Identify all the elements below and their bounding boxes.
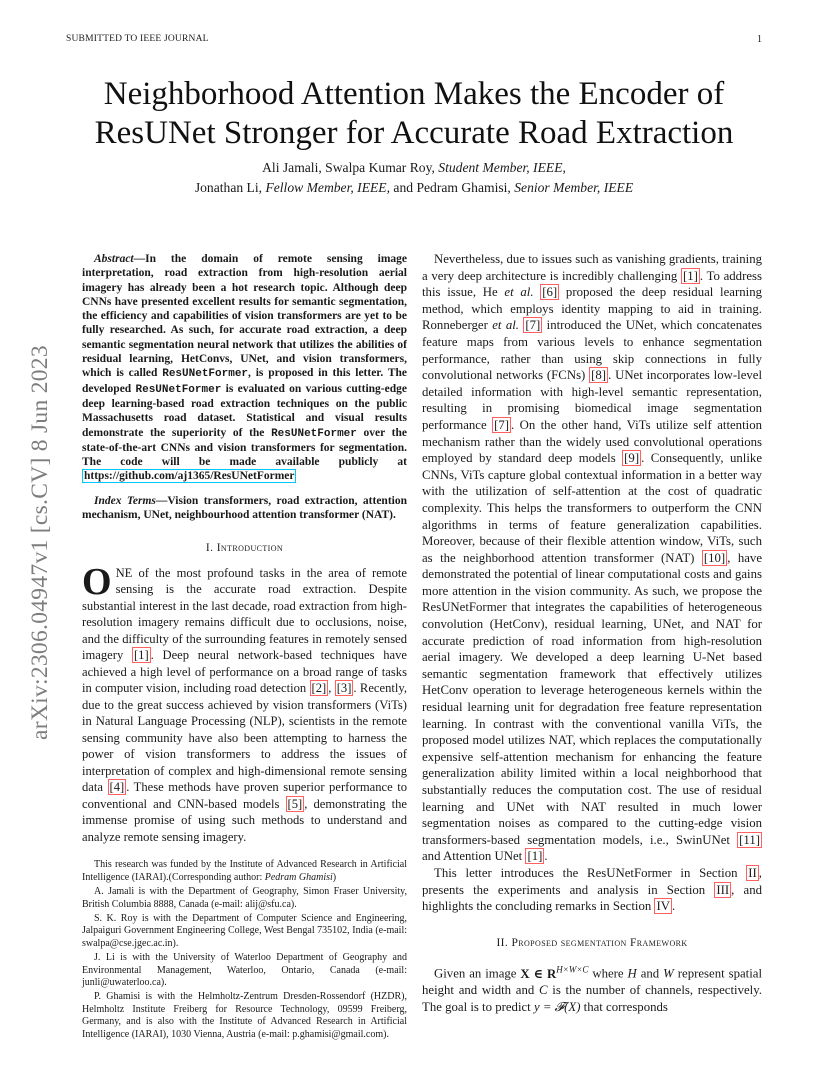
footnote-text: ) bbox=[332, 871, 337, 883]
author-line-1 bbox=[60, 158, 768, 178]
drop-cap: O bbox=[82, 560, 112, 603]
body-text: Given an image bbox=[434, 966, 521, 981]
author-line-2 bbox=[60, 178, 768, 198]
intro-text: NE of the most profound tasks in the area of remote sensing is the accurate road extraction. Despite substantial interest in the last decade, road extraction from high-resolution imagery remains difficult due to occlusions, noise, and the difficulty of the surrounding features in remotely sensed imagery bbox=[82, 565, 407, 663]
paper-title: Neighborhood Attention Makes the Encoder of ResUNet Stronger for Accurate Road Extraction bbox=[94, 76, 734, 151]
citation-link[interactable]: [1] bbox=[133, 648, 149, 663]
body-text: where bbox=[588, 966, 628, 981]
author-block bbox=[60, 158, 768, 198]
body-text: and bbox=[636, 966, 664, 981]
citation-link[interactable]: [7] bbox=[525, 318, 541, 333]
citation-link[interactable]: [2] bbox=[311, 681, 327, 696]
running-head: SUBMITTED TO IEEE JOURNAL bbox=[66, 34, 209, 44]
footnote-author: Pedram Ghamisi bbox=[264, 871, 333, 883]
section-heading-introduction bbox=[82, 540, 407, 557]
citation-link[interactable]: [6] bbox=[542, 285, 558, 300]
author-names: Ali Jamali, Swalpa Kumar Roy, bbox=[262, 160, 439, 175]
left-column bbox=[82, 252, 407, 1043]
math-expression bbox=[520, 964, 589, 981]
footnote-affiliation: S. K. Roy is with the Department of Computer Science and Engineering, Jalpaiguri Government Engineering College, West Bengal 735102, India (e-mail: swalpa@cse.jgec.ac.in). bbox=[82, 912, 407, 949]
body-text: . To address this issue, He bbox=[422, 268, 762, 300]
page-number: 1 bbox=[757, 34, 762, 45]
intro-text: , demonstrating the immense promise of using such methods to understand and analyze remote sensing imagery. bbox=[82, 796, 407, 844]
footnote-affiliation: A. Jamali is with the Department of Geography, Simon Fraser University, British Columbia 8888, Canada (e-mail: alij@sfu.ca). bbox=[82, 886, 407, 910]
author-role: Senior Member, IEEE bbox=[514, 180, 634, 195]
code-model-name: ResUNetFormer bbox=[162, 368, 249, 381]
body-text: represent spatial height and width and bbox=[422, 966, 762, 998]
footnote-affiliation: J. Li is with the University of Waterloo Department of Geography and Environmental Management, Waterloo, Ontario, Canada (e-mail: junli@uwaterloo.ca). bbox=[82, 952, 407, 988]
intro-text: . Deep neural network-based techniques have achieved a high level of performance on a broad range of tasks in computer vision, including road detection bbox=[82, 648, 407, 696]
body-text: , and highlights the concluding remarks in Section bbox=[422, 882, 762, 914]
citation-link[interactable]: [10] bbox=[703, 550, 726, 565]
section-ref-link[interactable]: IV bbox=[656, 899, 670, 914]
citation-link[interactable]: [8] bbox=[591, 368, 607, 383]
section-title: Introduction bbox=[216, 542, 284, 555]
section-number: I. bbox=[205, 542, 217, 555]
index-terms-label: Index Terms bbox=[94, 494, 156, 507]
citation-link[interactable]: [11] bbox=[739, 832, 760, 847]
citation-link[interactable]: [4] bbox=[109, 780, 125, 795]
citation-link[interactable]: [7] bbox=[494, 417, 509, 432]
code-model-name: ResUNetFormer bbox=[271, 427, 357, 440]
index-terms bbox=[82, 494, 407, 523]
body-text: is the number of channels, respectively. The goal is to predict bbox=[422, 983, 762, 1014]
math-symbol: X ∈ R bbox=[520, 966, 557, 981]
body-text: Nevertheless, due to issues such as vanishing gradients, training a very deep architecture is incredibly challenging bbox=[422, 252, 762, 283]
body-text: This letter introduces the ResUNetFormer in Section bbox=[434, 865, 747, 880]
citation-link[interactable]: [1] bbox=[682, 268, 698, 283]
intro-text: , bbox=[328, 681, 335, 696]
abstract-text: , is proposed in this letter. The developed bbox=[82, 367, 407, 395]
intro-text: . Recently, due to the great success achieved by vision transformers (ViTs) in Natural Language Processing (NLP), scientists in the remote sensing community have also been attempting to harness the power of vision transformers to address the issues of interpretation of complex and high-dimensional remote sensing data bbox=[82, 681, 408, 795]
section-ref-link[interactable]: II bbox=[748, 865, 757, 880]
body-text: and Attention UNet bbox=[422, 849, 526, 864]
section-heading-framework bbox=[422, 935, 762, 952]
footnote-text: This research was funded by the Institute of Advanced Research in Artificial Intelligence (IARAI).(Corresponding author: bbox=[82, 859, 407, 883]
footnote-affiliation: P. Ghamisi is with the Helmholtz-Zentrum Dresden-Rossendorf (HZDR), Helmholtz Institute Freiberg for Resource Technology, 09599 Freiberg, Germany, and is also with the Institute of Advanced Research in Artificial Intelligence (IARAI), 1030 Vienna, Austria (e-mail: p.ghamisi@gmail.com). bbox=[82, 991, 407, 1040]
abstract bbox=[82, 252, 407, 484]
author-role: Fellow Member, IEEE, bbox=[265, 180, 391, 195]
github-link[interactable]: https://github.com/aj1365/ResUNetFormer bbox=[84, 470, 295, 483]
math-symbol: H bbox=[627, 966, 637, 981]
code-model-name: ResUNetFormer bbox=[135, 383, 222, 396]
body-text: . bbox=[671, 899, 676, 914]
body-text: proposed the deep residual learning method, which employs identity mapping to aid in training. Ronneberger bbox=[422, 285, 762, 333]
intro-text: . These methods have proven superior performance to conventional and CNN-based models bbox=[82, 780, 408, 811]
body-text: introduced the UNet, which concatenates feature maps from various levels to enhance segmentation performance, rather than using skip connections in fully convolutional networks (FCNs) bbox=[422, 318, 763, 383]
body-text: et al. bbox=[492, 318, 519, 333]
body-text: . Consequently, unlike CNNs, ViTs capture global contextual information in a better way with the utilization of self-attention at the cost of quadratic complexity. This helps the transformers to outperform the CNN algorithms in terms of feature generalization capabilities. Moreover, because of their flexible attention window, ViTs, such as the neighborhood attention transformer (NAT) bbox=[422, 451, 762, 565]
right-column bbox=[422, 251, 762, 1015]
body-text: et al. bbox=[504, 285, 534, 300]
abstract-text: over the state-of-the-art CNNs and vision transformers for segmentation. The code will be made available publicly at bbox=[82, 426, 407, 469]
author-name: and Pedram Ghamisi, bbox=[390, 180, 515, 195]
math-symbol: C bbox=[539, 983, 548, 998]
citation-link[interactable]: [5] bbox=[287, 796, 303, 811]
section-title: Proposed segmentation Framework bbox=[511, 936, 688, 949]
author-name: Jonathan Li, bbox=[194, 180, 266, 195]
math-expression: y = 𝓕(X) bbox=[533, 999, 581, 1014]
arxiv-identifier-stamp: arXiv:2306.04947v1 [cs.CV] 8 Jun 2023 bbox=[27, 345, 53, 740]
citation-link[interactable]: [9] bbox=[624, 451, 640, 466]
abstract-text: is evaluated on various cutting-edge deep learning-based road extraction techniques on the public Massachusetts road dataset. Statistical and visual results demonstrate the superiority of the bbox=[82, 382, 407, 439]
footnote-funding bbox=[82, 859, 407, 884]
body-paragraph bbox=[422, 961, 762, 1015]
math-symbol: W bbox=[663, 966, 674, 981]
body-paragraph bbox=[422, 865, 762, 915]
author-role: Student Member, IEEE, bbox=[438, 160, 566, 175]
abstract-text: —In the domain of remote sensing image interpretation, road extraction from high-resolution aerial imagery has already been a hot research topic. Although deep CNNs have presented excellent results for semantic segmentation, the efficiency and capabilities of vision transformers are yet to be fully researched. As such, for accurate road extraction, a deep semantic segmentation neural network that utilizes the abilities of residual learning, HetConvs, UNet, and vision transformers, which is called bbox=[82, 253, 407, 380]
body-text: , have demonstrated the potential of linear computational costs and gains more attention in the vision community. As such, we propose the ResUNetFormer that integrates the capabilities of heterogeneous convolution (HetConv), residual learning, UNet, and NAT for accurate prediction of road information from high-resolution aerial imagery. We developed a deep learning U-Net based semantic segmentation framework that effectively utilizes HetConv operation to leverage heterogeneous kernels within the residual learning unit for degradation free feature representation learning. In contrast with the conventional vanilla ViTs, the proposed model utilizes NAT, which replaces the computationally expensive self-attention mechanism for enhancing the feature generalization ability limited within a local neighborhood that substantially reduces the computation cost. The use of residual learning and UNet with NAT resulted in much lower segmentation noises as compared to the cutting-edge vision transformers-based segmentation models, i.e., SwinUNet bbox=[422, 550, 762, 847]
body-text: . UNet incorporates low-level detailed information with high-level semantic representation, resulting in promising biomedical image segmentation performance bbox=[422, 368, 763, 432]
math-superscript: H×W×C bbox=[556, 964, 589, 975]
body-paragraph bbox=[422, 251, 762, 865]
footnotes bbox=[82, 859, 407, 1041]
body-text: . On the other hand, ViTs utilize self attention mechanism rather than the widely used convolutional operations employed by standard deep models bbox=[422, 417, 762, 466]
citation-link[interactable]: [1] bbox=[527, 849, 543, 864]
section-ref-link[interactable]: III bbox=[716, 882, 730, 897]
abstract-label: Abstract bbox=[94, 253, 134, 265]
intro-paragraph bbox=[82, 560, 408, 846]
citation-link[interactable]: [3] bbox=[336, 681, 352, 696]
section-number: II. bbox=[496, 936, 512, 949]
body-text: , presents the experiments and analysis in Section bbox=[422, 865, 762, 897]
index-terms-text: —Vision transformers, road extraction, attention mechanism, UNet, neighbourhood attention transformer (NAT). bbox=[82, 494, 407, 522]
body-text: . bbox=[544, 849, 548, 864]
body-text: that corresponds bbox=[580, 999, 668, 1014]
